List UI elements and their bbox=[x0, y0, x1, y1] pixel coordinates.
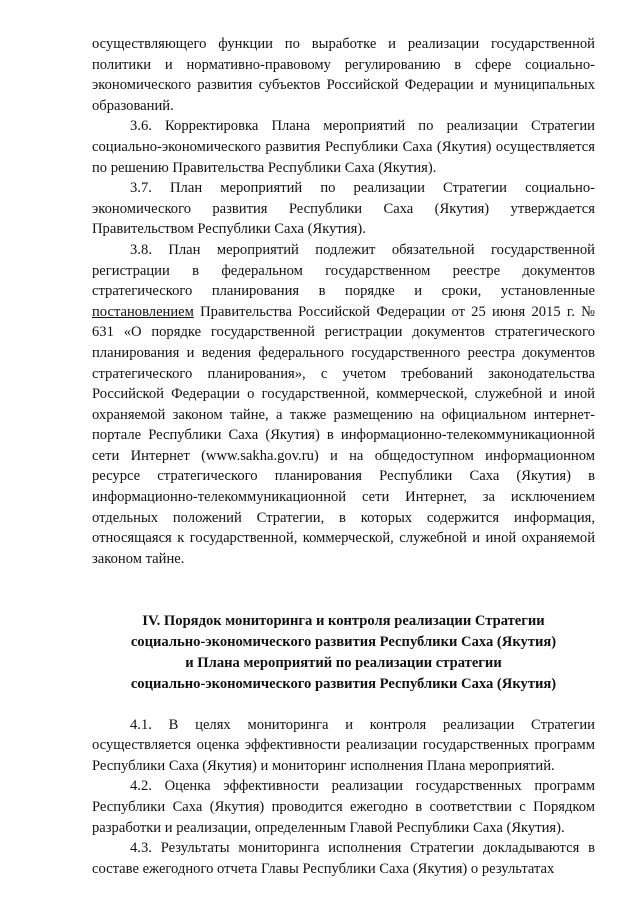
paragraph-4-1: 4.1. В целях мониторинга и контроля реализации Стратегии осуществляется оценка эффективности реализации государственных программ Республики Саха (Якутия) и мониторинг исполнения Плана мероприятий. bbox=[92, 716, 595, 774]
paragraph-3-8-part-a: 3.8. План мероприятий подлежит обязательной государственной регистрации в федеральном государственном реестре документов стратегического планирования в порядке и сроки, установленные bbox=[92, 241, 595, 300]
section-heading-line-4: социально-экономического развития Республики Саха (Якутия) bbox=[130, 675, 557, 692]
paragraph-4-2: 4.2. Оценка эффективности реализации государственных программ Республики Саха (Якутия) проводится ежегодно в соответствии с Порядком разработки и реализации, определенным Главой Республики Саха (Якутия). bbox=[92, 778, 595, 836]
section-heading-line-3: и Плана мероприятий по реализации стратегии bbox=[185, 655, 502, 672]
paragraph-4-3: 4.3. Результаты мониторинга исполнения Стратегии докладываются в составе ежегодного отчета Главы Республики Саха (Якутия) о результатах bbox=[92, 840, 595, 877]
heading-spacer bbox=[92, 695, 595, 715]
section-spacer bbox=[92, 569, 595, 611]
paragraph-3-6: 3.6. Корректировка Плана мероприятий по реализации Стратегии социально-экономического развития Республики Саха (Якутия) осуществляется по решению Правительства Республики Саха (Якутия). bbox=[92, 118, 595, 176]
section-heading bbox=[92, 611, 595, 694]
section-heading-line-1: IV. Порядок мониторинга и контроля реализации Стратегии bbox=[142, 613, 545, 630]
section-heading-line-2: социально-экономического развития Республики Саха (Якутия) bbox=[130, 634, 557, 651]
paragraph-3-7: 3.7. План мероприятий по реализации Стратегии социально-экономического развития Республики Саха (Якутия) утверждается Правительством Республики Саха (Якутия). bbox=[92, 180, 595, 238]
decree-link[interactable]: постановлением bbox=[92, 303, 194, 320]
paragraph-continuation: осуществляющего функции по выработке и реализации государственной политики и нормативно-правовому регулированию в сфере социально-экономического развития субъектов Российской Федерации и муниципальных образований. bbox=[92, 36, 595, 114]
paragraph-3-8-part-b: Правительства Российской Федерации от 25 июня 2015 г. № 631 «О порядке государственной регистрации документов стратегического планирования и ведения федерального государственного реестра документов стратегического планирования», с учетом требований законодательства Российской Федерации о государственной, коммерческой, служебной и иной охраняемой законом тайне, а также размещению на официальном интернет-портале Республики Саха (Якутия) в информационно-телекоммуникационной сети Интернет (www.sakha.gov.ru) и на общедоступном информационном ресурсе стратегического планирования Республики Саха (Якутия) в информационно-телекоммуникационной сети Интернет, за исключением отдельных положений Стратегии, в которых содержится информация, относящаяся к государственной, коммерческой, служебной и иной охраняемой законом тайне. bbox=[92, 303, 595, 567]
paragraph-3-8 bbox=[92, 240, 595, 570]
document-page bbox=[92, 34, 595, 879]
